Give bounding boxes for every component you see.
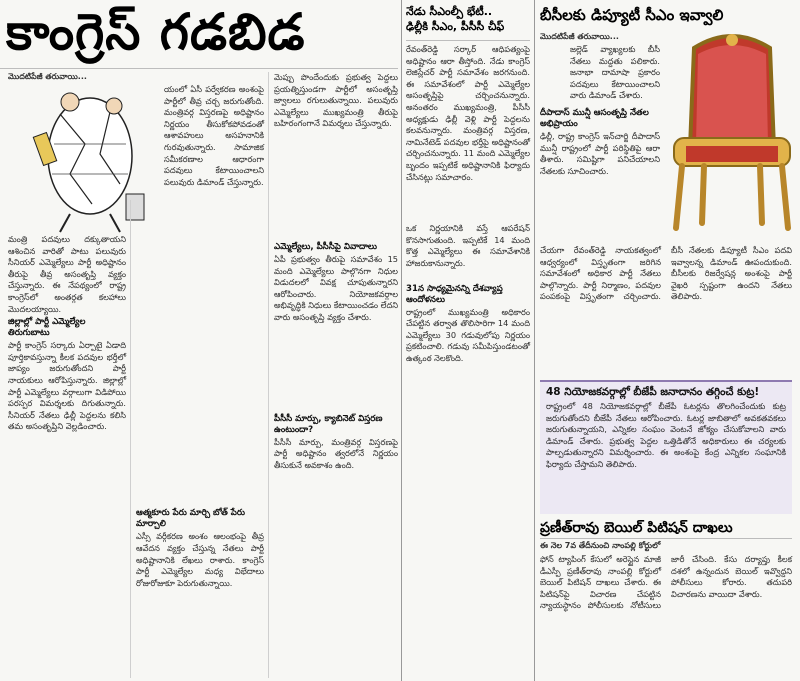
left-col3 [274,72,398,471]
right-col1-body: జల్లెడ్ వ్యాఖ్యలకు బీసీ నేతలు మద్దతు పలికారు. జనాభా దామాషా ప్రకారం పదవులు కేటాయించాలని వారు డిమాండ్ చేశారు. [570,44,660,101]
middle-subhead: 31న సాధ్యమైనన్ని దేశవ్యాప్త ఆందోళనలు [406,283,503,305]
left-col3-body: మెప్పు పొందేందుకు ప్రభుత్వ పెద్దలు ప్రయత్నిస్తుండగా పార్టీలో అసంతృప్తి జ్వాలలు రగులుతున్నాయి. పలువురు ఎమ్మెల్యేలు ముఖ్యమంత్రి తీరుపై బహిరంగంగానే విమర్శలు చేస్తున్నారు. [274,72,398,129]
col-rule [268,72,269,678]
left-col2-body: యంలో ఏసీ పర్వేకరణ అంశంపై పార్టీలో తీవ్ర చర్చ జరుగుతోంది. మంత్రివర్గ విస్తరణపై అధిష్టానం నిర్ణయం తీసుకోకపోవడంతో ఆశావహులు అసహనానికి గురవుతున్నారు. సామాజిక సమీకరణాల ఆధారంగా పదవులు కేటాయించాలని పలువురు డిమాండ్ చేస్తున్నారు. [164,84,264,187]
middle-body: రేవంత్‌రెడ్డి సర్కార్ ఆధిపత్యంపై అధిష్టానం ఆరా తీస్తోంది. నేడు కాంగ్రెస్ లెజిస్లేచర్ పార్టీ సమావేశం జరగనుంది. ఈ సమావేశంలో పార్టీ ఎమ్మెల్యేల అసంతృప్తిపై చర్చించనున్నారు. అనంతరం ముఖ్యమంత్రి, పీసీసీ అధ్యక్షుడు ఢిల్లీ వెళ్లి పార్టీ పెద్దలను కలవనున్నారు. మంత్రివర్గ విస్తరణ, నామినేటెడ్ పదవుల భర్తీపై అధిష్టానంతో చర్చించనున్నారు. 11 మంది ఎమ్మెల్యేల బృందం ఇప్పటికే అధిష్టానానికి ఫిర్యాదు చేసినట్లు సమాచారం. [406,44,530,182]
main-headline [0,0,398,68]
right-col3 [540,245,792,303]
middle-body3: రాష్ట్రంలో ముఖ్యమంత్రి అధికారం చేపట్టిన తర్వాత తొలిసారిగా 14 మంది ఎమ్మెల్యేలు 30 గడువులోపు నిర్ణయం ప్రకటించాలి. గడువు సమీపిస్తుండటంతో ఉత్కంఠ నెలకొంది. [406,306,530,363]
dateline: మొదటిపేజీ తరువాయి... [8,72,87,81]
right-headline: బీసీలకు డిప్యూటీ సీఎం ఇవ్వాలి [540,6,724,24]
throne-svg [664,28,800,243]
middle-divider [406,40,530,41]
middle-column [406,4,530,364]
bail-box-headline: ప్రణీత్‌రావు బెయిల్ పిటిషన్ దాఖలు [540,518,792,539]
headline-divider [0,68,398,69]
cartoon-svg [30,84,150,234]
right-col3-body: చేయగా రేవంత్‌రెడ్డి నాయకత్వంలో ఆధ్వర్యంలో విస్తృతంగా జరిగిన సమావేశంలో అధికార పార్టీ నేతలు పాల్గొన్నారు. పార్టీ నిర్మాణం, పదవుల పంపకంపై విస్తృతంగా చర్చించారు. బీసీ నేతలకు డిప్యూటీ సీఎం పదవి ఇవ్వాలన్న డిమాండ్ ఊపందుకుంది. బీసీలకు రిజర్వేషన్ల అంశంపై పార్టీ వైఖరి స్పష్టంగా ఉందని నేతలు తెలిపారు. [540,245,792,302]
page-rule [401,0,402,681]
cartoon-illustration [30,84,150,234]
bail-box-kicker: ఈ నెల 7వ తేదీనుంచి నాంపల్లి కోర్టులో [540,541,661,550]
left-col1 [8,234,126,433]
left-subhead4: పీసీసీ మార్పు, క్యాబినెట్ విస్తరణ ఉంటుందా? [274,413,383,435]
left-col1-body: పార్టీ కాంగ్రెస్ సర్కారు ఏర్పాటై ఏడాది పూర్తికావస్తున్నా కీలక పదవుల భర్తీలో జాప్యం జరుగుతోందని పార్టీ నాయకులు ఆరోపిస్తున్నారు. జిల్లాల్లో పార్టీ ఎమ్మెల్యేలు వర్గాలుగా విడిపోయి పరస్పర విమర్శలకు దిగుతున్నారు. సీనియర్ నేతలు ఢిల్లీ పెద్దలను కలిసి తమ అసంతృప్తిని వెల్లడించారు. [8,340,126,432]
bail-box-body: ఫోన్ ట్యాపింగ్ కేసులో అరెస్టైన మాజీ డీఎస్పీ ప్రణీత్‌రావు నాంపల్లి కోర్టులో బెయిల్ పిటిషన్ దాఖలు చేశారు. ఈ పిటిషన్‌పై విచారణ చేపట్టిన న్యాయస్థానం పోలీసులకు నోటీసులు జారీ చేసింది. కేసు దర్యాప్తు కీలక దశలో ఉన్నందున బెయిల్ ఇవ్వొద్దని పోలీసులు కోరారు. తదుపరి విచారణను వాయిదా వేశారు. [540,554,792,611]
bjp-box-body: రాష్ట్రంలో 48 నియోజకవర్గాల్లో బీజేపీ ఓటర్లను తొలగించేందుకు కుట్ర జరుగుతోందని బీజేపీ నేతలు ఆరోపించారు. ఓటర్ల జాబితాలో అవకతవకలు జరుగుతున్నాయని, ఎన్నికల సంఘం వెంటనే జోక్యం చేసుకోవాలని వారు డిమాండ్ చేశారు. ప్రభుత్వ పెద్దల ఒత్తిడితోనే అధికారులు ఈ చర్యలకు పాల్పడుతున్నారని విమర్శించారు. ఈ అంశంపై కేంద్ర ఎన్నికల సంఘానికి ఫిర్యాదు చేస్తామని తెలిపారు. [546,401,786,469]
right-col2-body: ఢిల్లీ, రాష్ట్ర కాంగ్రెస్ ఇన్‌చార్జి దీపాదాస్ మున్షీ రాష్ట్రంలో పార్టీ పరిస్థితిపై ఆరా తీశారు. సమిష్టిగా పనిచేయాలని నేతలకు సూచించారు. [540,130,660,176]
left-subhead1: జిల్లాల్లో పార్టీ ఎమ్మెల్యేల తిరుగుబాటు [8,317,86,339]
right-dateline: మొదటిపేజీ తరువాయి... [540,32,619,41]
left-subhead2: ఆత్మకూరు పేరు మార్చి బోత్ పేరు మార్చాలి [136,508,245,530]
left-col1-intro: మంత్రి పదవులు దక్కుతాయని ఆశించిన వారితో పాటు పలువురు సీనియర్ ఎమ్మెల్యేలు పార్టీ అధిష్టానం తీరుపై తీవ్ర అసంతృప్తి వ్యక్తం చేస్తున్నారు. ఈ నేపథ్యంలో రాష్ట్ర కాంగ్రెస్‌లో అంతర్గత కలహాలు మొదలయ్యాయి. [8,234,126,314]
bjp-box [540,380,792,514]
bail-box [540,518,792,678]
left-col2-tail: ఎస్సీ వర్గీకరణ అంశం ఆలంభంపై తీవ్ర ఆవేదన వ్యక్తం చేస్తున్న నేతలు పార్టీ అధిష్టానానికి లేఖలు రాశారు. కాంగ్రెస్ పార్టీ ఎమ్మెల్యేల మధ్య విభేదాలు రోజురోజుకూ పెరుగుతున్నాయి. [136,531,264,588]
middle-body2: ఒక నిర్ణయానికి వస్తే ఆపరేషన్ కొనసాగుతుంది. ఇప్పటికే 14 మంది కొత్త ఎమ్మెల్యేలు ఈ సమావేశానికి హాజరుకానున్నారు. [406,223,530,268]
right-col1 [540,44,660,177]
left-col3-tail: పీసీసీ మార్పు, మంత్రివర్గ విస్తరణపై పార్టీ అధిష్టానం త్వరలోనే నిర్ణయం తీసుకునే అవకాశం ఉంది. [274,436,398,470]
chair-illustration [664,28,800,243]
bjp-box-headline: 48 నియోజకవర్గాల్లో బీజేపీ జనాదానం తగ్గించే కుట్ర! [546,386,760,398]
left-col3-body2: ఏపీ ప్రభుత్వం తీరుపై సమావేశం 15 మంది ఎమ్మెల్యేలు పాల్గొనగా నిధుల విడుదలలో వివక్ష చూపుతున్నారని ఆరోపించారు. నియోజకవర్గాల అభివృద్ధికి నిధులు కేటాయించడం లేదని వారు అసంతృప్తి వ్యక్తం చేశారు. [274,253,398,322]
col-rule [130,200,131,678]
right-subhead: దీపాదాస్ మున్షీ ఆసంతృప్తి నేతల అభిప్రాయం [540,107,649,129]
col-rule [534,0,535,681]
middle-kicker2: ఢిల్లీకి సీఎం, పీసీసీ చీఫ్ [406,20,505,33]
main-headline-text: కాంగ్రెస్ గడబిడ [6,3,306,61]
middle-kicker: నేడు సీఎంల్పీ భేటీ.. [406,5,493,18]
left-subhead3: ఎమ్మెల్యేలు, పీసీసీపై వివాదాలు [274,241,377,252]
left-col2 [136,84,264,589]
